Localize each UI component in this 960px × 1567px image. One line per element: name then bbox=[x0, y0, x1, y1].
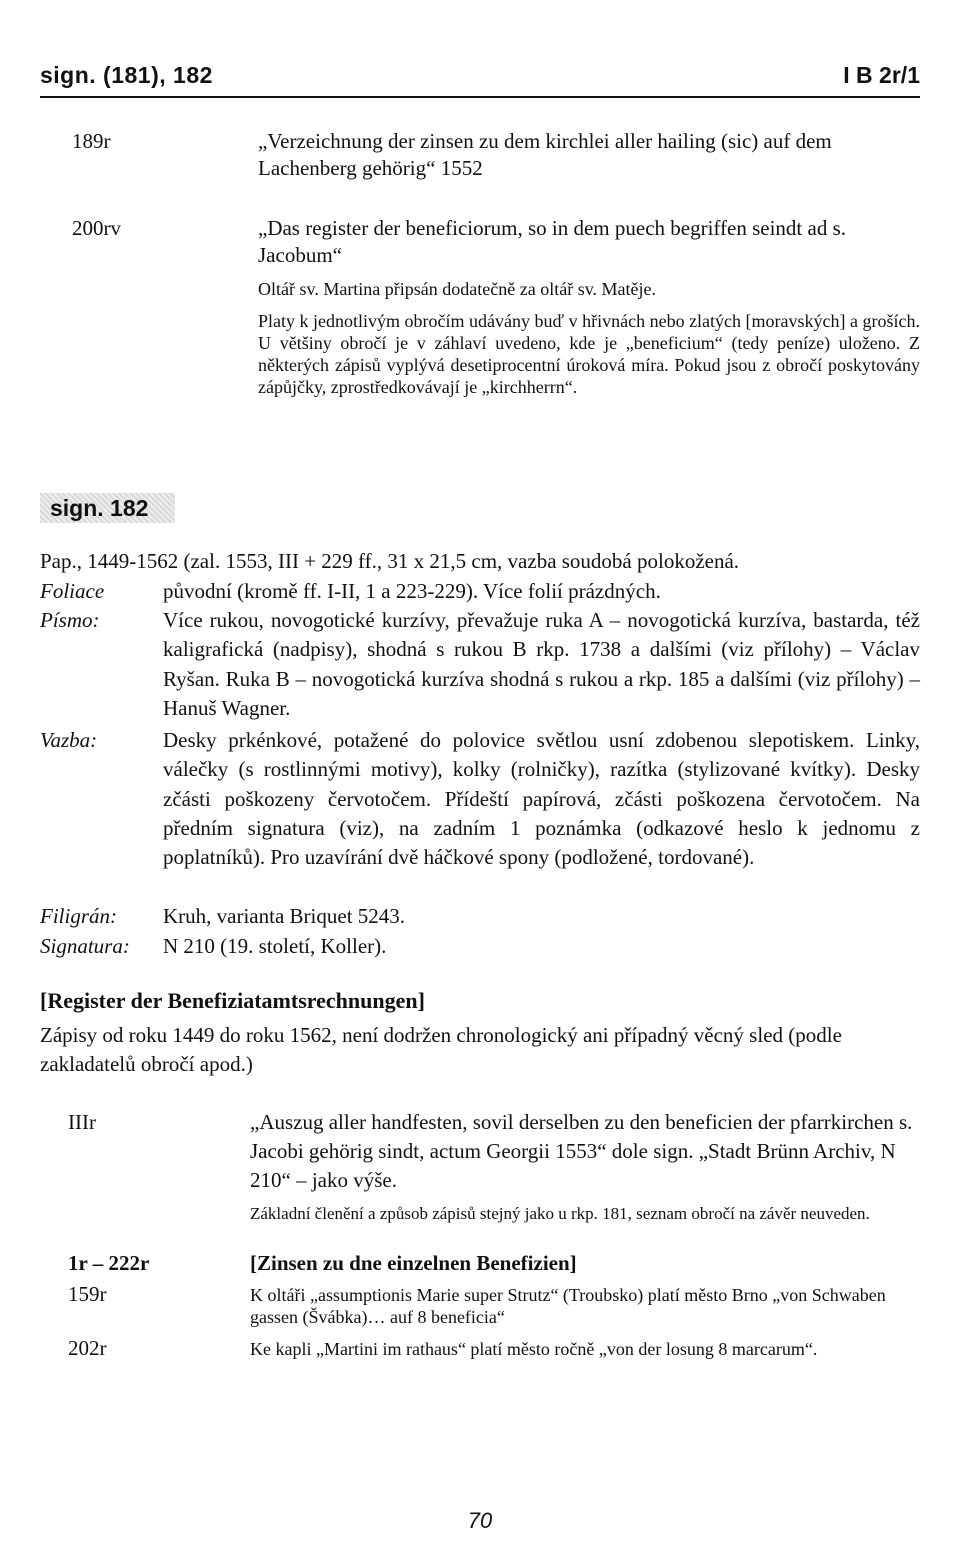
text-filigran: Kruh, varianta Briquet 5243. bbox=[163, 904, 406, 928]
text-signatura: N 210 (19. století, Koller). bbox=[163, 934, 387, 958]
folio-IIIr: IIIr bbox=[68, 1110, 96, 1134]
running-header-right: I B 2r/1 bbox=[843, 62, 920, 88]
label-filigran: Filigrán: bbox=[40, 904, 117, 928]
folio-159r: 159r bbox=[68, 1282, 107, 1306]
text-vazba: Desky prkénkové, potažené do polovice světlou usní zdobenou slepotiskem. Linky, válečky (s rostlinnými motivy), kolky (rolničky), razítka (stylizované kvítky). Desky zčásti poškozeny červotočem. Přídeští papírová, zčásti poškozena červotočem. Na předním signatura (viz), na zadním 1 poznámka (odkazové heslo k jednomu z poplatníků). Pro uzavírání dvě háčkové spony (podložené, tordované). bbox=[163, 728, 920, 870]
entry-159r-note: K oltáři „assumptionis Marie super Strutz“ (Troubsko) platí město Brno „von Schwaben gassen (Švábka)… auf 8 beneficia“ bbox=[250, 1285, 886, 1327]
page-number: 70 bbox=[467, 1508, 493, 1533]
folio-200rv: 200rv bbox=[72, 216, 121, 240]
register-body: Zápisy od roku 1449 do roku 1562, není dodržen chronologický ani případný věcný sled (podle zakladatelů obročí apod.) bbox=[40, 1023, 842, 1076]
label-signatura: Signatura: bbox=[40, 934, 130, 958]
entry-189r-text: „Verzeichnung der zinsen zu dem kirchlei aller hailing (sic) auf dem Lachenberg gehörig“ 1552 bbox=[258, 129, 832, 180]
folio-202r: 202r bbox=[68, 1336, 107, 1360]
text-foliace: původní (kromě ff. I-II, 1 a 223-229). Více folií prázdných. bbox=[163, 579, 661, 603]
label-pismo: Písmo: bbox=[40, 608, 100, 632]
label-foliace: Foliace bbox=[40, 579, 105, 603]
header-rule bbox=[40, 96, 920, 98]
paper-description: Pap., 1449-1562 (zal. 1553, III + 229 ff., 31 x 21,5 cm, vazba soudobá polokožená. bbox=[40, 549, 740, 573]
text-pismo: Více rukou, novogotické kurzívy, převažuje ruka A – novogotická kurzíva, bastarda, též kaligrafická (nadpisy), shodná s rukou B rkp. 1738 a dalšími (viz přílohy) – Václav Ryšan. Ruka B – novogotická kurzíva shodná s rukou a rkp. 185 a dalšími (viz přílohy) – Hanuš Wagner. bbox=[163, 608, 920, 720]
entry-IIIr-note: Základní členění a způsob zápisů stejný jako u rkp. 181, seznam obročí na závěr neuveden. bbox=[250, 1204, 870, 1223]
entry-200rv-note-2: Platy k jednotlivým obročím udávány buď v hřivnách nebo zlatých [moravských] a groších. U většiny obročí je v záhlaví uvedeno, kde je „beneficium“ (tedy peníze) uloženo. Z některých zápisů vyplývá desetiprocentní úroková míra. Pokud jsou z obročí poskytovány zápůjčky, zprostředkovávají je „kirchherrn“. bbox=[258, 311, 920, 397]
section-signature-banner: sign. 182 bbox=[40, 493, 175, 523]
register-heading: [Register der Benefiziatamtsrechnungen] bbox=[40, 988, 425, 1013]
entry-200rv-text: „Das register der beneficiorum, so in dem puech begriffen seindt ad s. Jacobum“ bbox=[258, 216, 846, 267]
zinsen-heading: [Zinsen zu dne einzelnen Benefizien] bbox=[250, 1251, 577, 1275]
label-vazba: Vazba: bbox=[40, 728, 98, 752]
folio-189r: 189r bbox=[72, 129, 111, 153]
folio-1r-222r: 1r – 222r bbox=[68, 1251, 150, 1275]
entry-202r-note: Ke kapli „Martini im rathaus“ platí město ročně „von der losung 8 marcarum“. bbox=[250, 1339, 818, 1359]
entry-200rv-note-1: Oltář sv. Martina připsán dodatečně za oltář sv. Matěje. bbox=[258, 279, 657, 299]
running-header-left: sign. (181), 182 bbox=[40, 62, 213, 88]
entry-IIIr-text: „Auszug aller handfesten, sovil derselben zu den beneficien der pfarrkirchen s. Jacobi gehörig sindt, actum Georgii 1553“ dole sign. „Stadt Brünn Archiv, N 210“ – jako výše. bbox=[250, 1110, 913, 1192]
